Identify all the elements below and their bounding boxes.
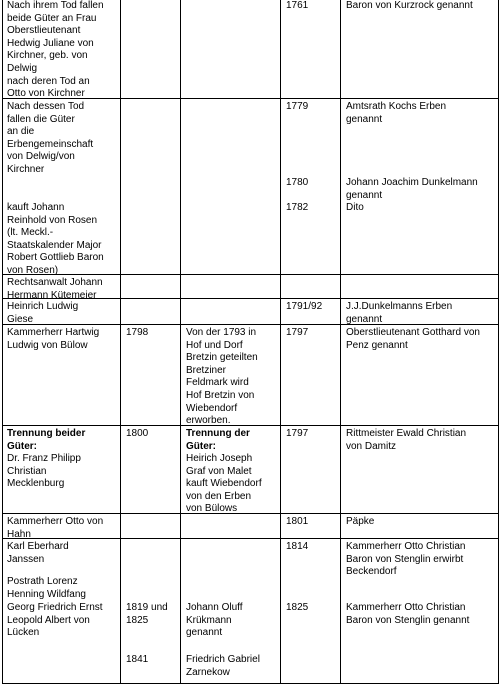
owner-cell: Nach dessen Tod fallen die Güter an die Erbengemeinschaft von Delwig/von Kirchner [7, 101, 94, 175]
owner-cell: Kammerherr Otto von Hahn [7, 516, 104, 540]
column-divider [180, 0, 181, 684]
owner-cell: Rechtsanwalt Johann Hermann Kütemeier [7, 277, 103, 301]
section-heading: Trennung der Güter: [186, 428, 250, 452]
column-divider [340, 0, 341, 684]
owner-cell: Kammerherr Hartwig Ludwig von Bülow [7, 327, 100, 351]
year-cell: 1801 [286, 516, 309, 527]
year-cell: 1797 [286, 327, 309, 338]
year-cell: 1761 [286, 0, 309, 11]
owner-cell: Postrath Lorenz Henning Wildfang [7, 576, 86, 600]
note-cell: Baron von Kurzrock genannt [346, 0, 473, 11]
acquisition-year-cell: 1798 [126, 327, 149, 338]
year-cell: 1782 [286, 202, 309, 213]
note-cell: Rittmeister Ewald Christian von Damitz [346, 428, 467, 452]
detail-cell: Heirich Joseph Graf von Malet kauft Wiebendorf von den Erben von Bülows [186, 453, 262, 515]
note-cell: J.J.Dunkelmanns Erben genannt [346, 301, 453, 325]
note-cell: Kammerherr Otto Christian Baron von Stenglin genannt [346, 602, 470, 626]
year-cell: 1791/92 [286, 301, 323, 312]
acquisition-year-cell: 1841 [126, 654, 149, 665]
owner-cell: kauft Johann Reinhold von Rosen (lt. Meckl.- Staatskalender Major Robert Gottlieb Baron von Rosen) [7, 202, 104, 276]
owner-cell: Karl Eberhard Janssen [7, 541, 69, 565]
year-cell: 1814 [286, 541, 309, 552]
year-cell: 1780 [286, 177, 309, 188]
owner-cell: Dr. Franz Philipp Christian Mecklenburg [7, 453, 81, 490]
acquisition-year-cell: 1800 [126, 428, 149, 439]
note-cell: Oberstlieutenant Gotthard von Penz genannt [346, 327, 480, 351]
year-cell: 1779 [286, 101, 309, 112]
owner-cell: Heinrich Ludwig Giese [7, 301, 79, 325]
owner-cell: Nach ihrem Tod fallen beide Güter an Frau Oberstlieutenant Hedwig Juliane von Kirchner, geb. von Delwig nach deren Tod an Otto von Kirchner [7, 0, 104, 100]
table-border-right [498, 0, 499, 684]
note-cell: Dito [346, 202, 364, 213]
column-divider [120, 0, 121, 684]
detail-cell: Friedrich Gabriel Zarnekow [186, 654, 260, 678]
table-border-left [2, 0, 3, 684]
note-cell: Kammerherr Otto Christian Baron von Stenglin erwirbt Beckendorf [346, 541, 466, 578]
note-cell: Päpke [346, 516, 375, 527]
table-border-bottom [2, 683, 499, 684]
year-cell: 1797 [286, 428, 309, 439]
column-divider [280, 0, 281, 684]
section-heading: Trennung beider Güter: [7, 428, 86, 452]
detail-cell: Johann Oluff Krükmann genannt [186, 602, 243, 639]
detail-cell: Von der 1793 in Hof und Dorf Bretzin geteilten Bretziner Feldmark wird Hof Bretzin von Wiebendorf erworben. [186, 327, 258, 427]
history-table [2, 0, 499, 684]
year-cell: 1825 [286, 602, 309, 613]
owner-cell: Georg Friedrich Ernst Leopold Albert von Lücken [7, 602, 103, 639]
note-cell: Johann Joachim Dunkelmann genannt [346, 177, 478, 201]
acquisition-year-cell: 1819 und 1825 [126, 602, 168, 626]
note-cell: Amtsrath Kochs Erben genannt [346, 101, 447, 125]
